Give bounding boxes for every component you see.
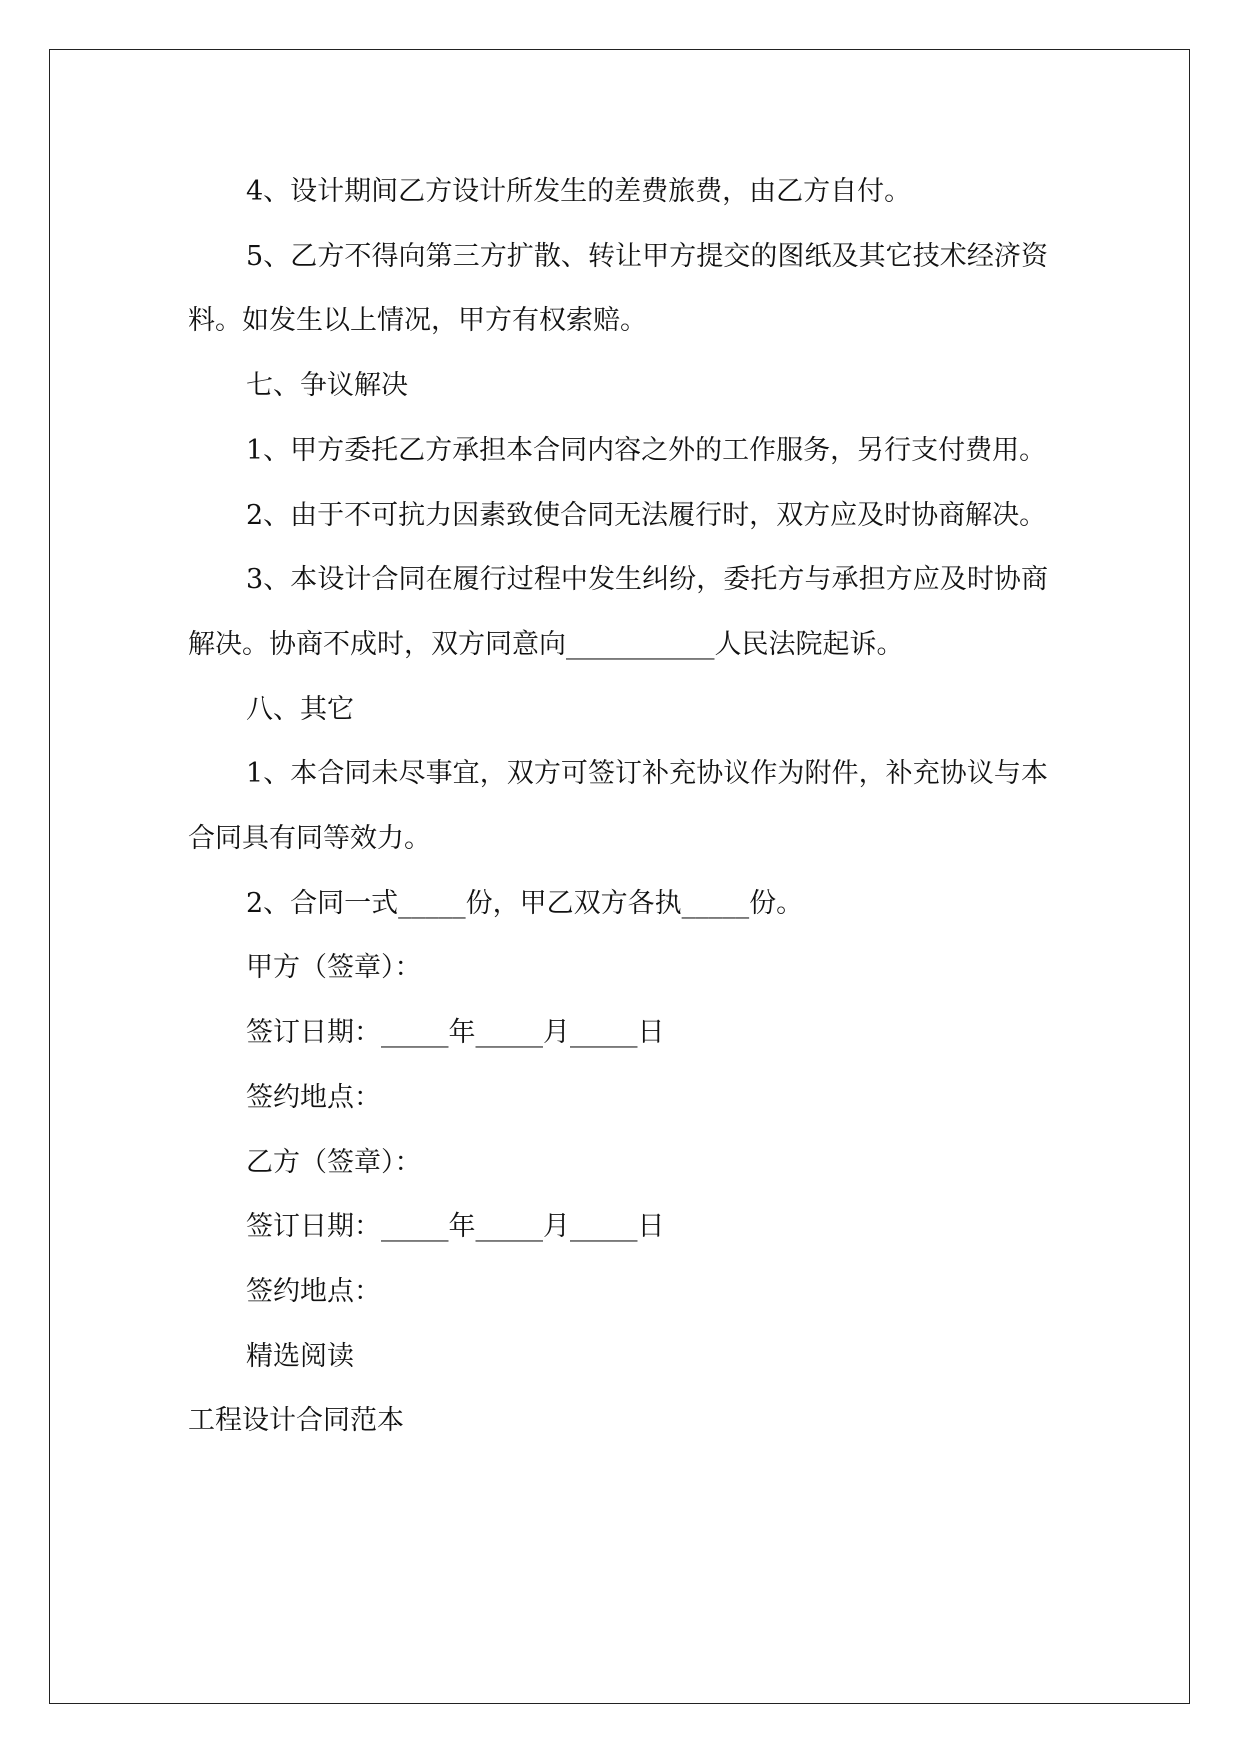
section-heading-other: 八、其它 bbox=[246, 693, 354, 725]
clause-2-force-majeure: 2、由于不可抗力因素致使合同无法履行时，双方应及时协商解决。 bbox=[246, 499, 1047, 531]
party-a-sign-date: 签订日期：_____年_____月_____日 bbox=[246, 1017, 665, 1049]
section-heading-dispute-resolution: 七、争议解决 bbox=[246, 370, 408, 402]
party-a-signature: 甲方（签章）： bbox=[246, 952, 422, 984]
clause-5-confidentiality: 5、乙方不得向第三方扩散、转让甲方提交的图纸及其它技术经济资料。如发生以上情况，甲方有权索赔。 bbox=[188, 240, 1048, 337]
clause-1-supplementary-agreement: 1、本合同未尽事宜，双方可签订补充协议作为附件，补充协议与本合同具有同等效力。 bbox=[188, 758, 1048, 855]
party-b-sign-location: 签约地点： bbox=[246, 1275, 381, 1307]
clause-1-extra-services: 1、甲方委托乙方承担本合同内容之外的工作服务，另行支付费用。 bbox=[246, 434, 1047, 466]
clause-2-copies: 2、合同一式_____份，甲乙双方各执_____份。 bbox=[246, 887, 804, 919]
document-title-engineering-design-contract: 工程设计合同范本 bbox=[188, 1405, 404, 1437]
party-b-sign-date: 签订日期：_____年_____月_____日 bbox=[246, 1211, 665, 1243]
party-a-sign-location: 签约地点： bbox=[246, 1081, 381, 1113]
party-b-signature: 乙方（签章）： bbox=[246, 1146, 422, 1178]
clause-3-disputes-court: 3、本设计合同在履行过程中发生纠纷，委托方与承担方应及时协商解决。协商不成时，双方同意向___________人民法院起诉。 bbox=[188, 564, 1048, 660]
featured-reading-label: 精选阅读 bbox=[246, 1340, 354, 1372]
document-body bbox=[188, 160, 1048, 1454]
clause-4-travel-expenses: 4、设计期间乙方设计所发生的差费旅费，由乙方自付。 bbox=[246, 176, 912, 207]
